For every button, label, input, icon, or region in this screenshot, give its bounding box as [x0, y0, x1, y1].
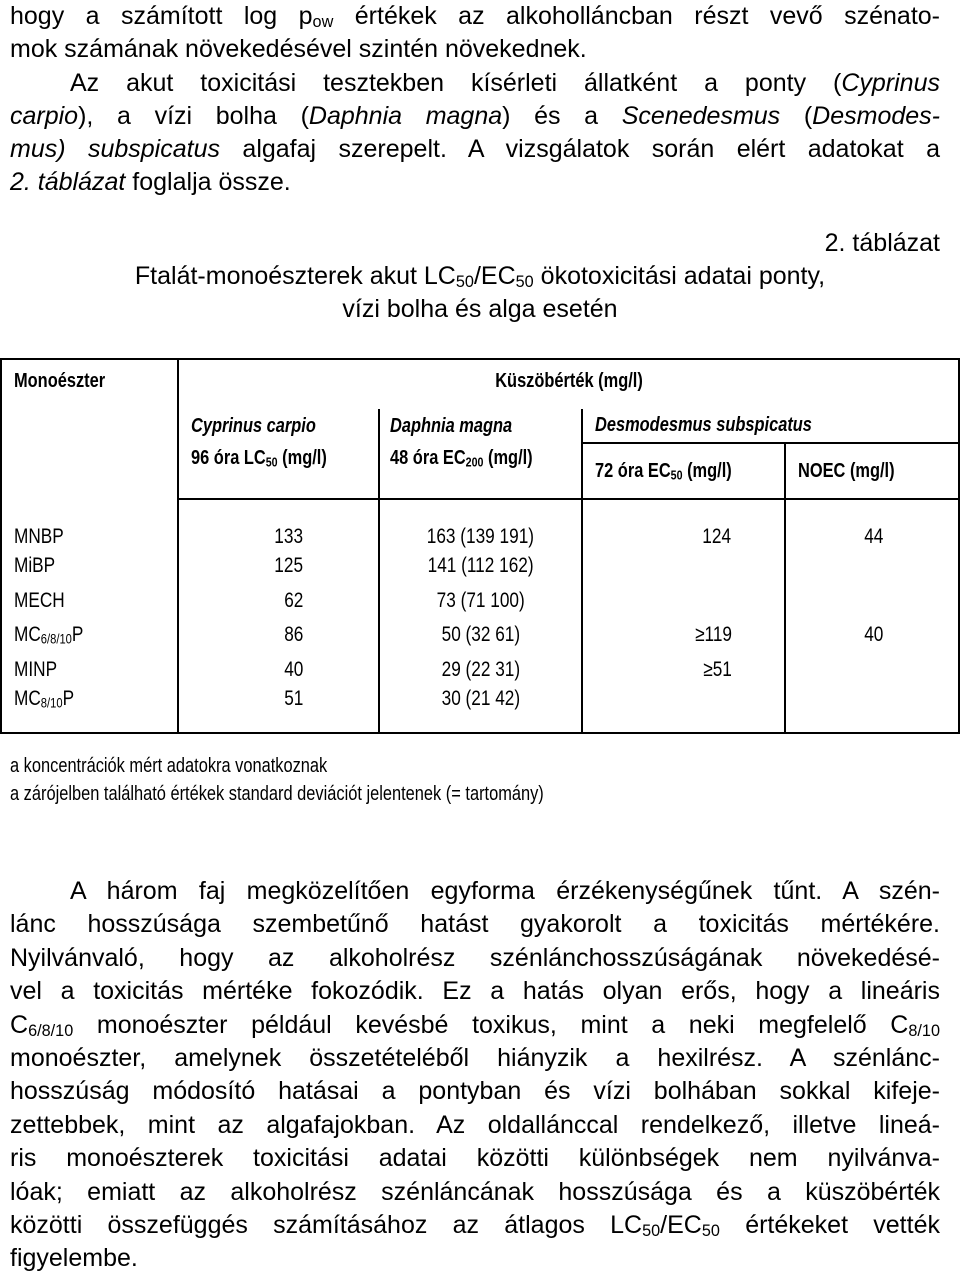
header-label: Cyprinus carpio [191, 414, 317, 437]
table-row [1, 618, 959, 653]
note-text: a zárójelben található értékek standard deviációt jelentenek (= tartomány) [10, 783, 544, 805]
unit-header [582, 443, 785, 499]
alga-ec50-value [582, 653, 785, 688]
monoester-name [1, 687, 178, 733]
subscript: 8/10 [908, 1021, 940, 1040]
carp-lc50-value [178, 499, 379, 549]
alga-noec-value [785, 584, 959, 619]
cell-value: 86 [283, 623, 304, 647]
species-name: Desmodes- [812, 101, 940, 130]
table-row [1, 653, 959, 688]
text: MiBP [14, 554, 56, 578]
species-name: Scenedesmus [621, 101, 781, 130]
alga-noec-value [785, 653, 959, 688]
cell-value: 133 [274, 525, 304, 548]
monoester-label [14, 525, 64, 549]
header-label [390, 447, 533, 470]
intro-line [10, 67, 940, 100]
intro-line [10, 100, 940, 133]
text: ) és a [502, 101, 622, 130]
table-row [1, 549, 959, 584]
text: monoészter például kevésbé toxikus, mint a neki megfelelő C [73, 1010, 909, 1039]
header-label [595, 460, 732, 483]
body-line: figyelembe. [10, 1244, 138, 1273]
alga-ec50-value [582, 549, 785, 584]
column-header-threshold [178, 359, 959, 409]
intro-line [10, 166, 940, 199]
subscript: 50 [670, 466, 683, 482]
text: ökotoxicitási adatai ponty, [533, 262, 826, 290]
cell-value: 40 [863, 623, 883, 647]
alga-noec-value [785, 549, 959, 584]
text: C [10, 1010, 29, 1039]
monoester-name [1, 549, 178, 584]
alga-ec50-value [582, 584, 785, 619]
table-caption [0, 260, 960, 326]
cell-value: 73 (71 100) [436, 588, 525, 612]
text: foglalja össze. [125, 168, 291, 197]
species-name: mus) subspicatus [10, 135, 220, 164]
text: ( [780, 101, 813, 130]
body-line: A három faj megközelítően egyforma érzékenységűnek tűnt. A szén- [70, 877, 940, 905]
monoester-name [1, 499, 178, 549]
text: MECH [14, 588, 65, 612]
cell-value: 62 [283, 588, 304, 612]
header-label: NOEC (mg/l) [797, 459, 895, 482]
text: 72 óra EC [594, 459, 671, 482]
text: közötti összefüggés számításához az átlagos LC [10, 1211, 643, 1240]
cell-value: ≥51 [702, 657, 732, 681]
text: MNBP [14, 525, 64, 548]
table-header-row [1, 359, 959, 409]
text: értékeket vették [719, 1211, 940, 1240]
table-row [1, 687, 959, 733]
unit-header [785, 443, 959, 499]
monoester-label [14, 554, 55, 578]
text: (mg/l) [277, 447, 328, 469]
species-name: Cyprinus [841, 68, 940, 97]
text: P [62, 687, 75, 710]
monoester-name [1, 584, 178, 619]
body-line: lóak; emiatt az alkoholrész szénláncának hosszúsága és a küszöbérték [10, 1177, 940, 1206]
daphnia-ec200-value [379, 618, 582, 653]
subscript: 6/8/10 [28, 1021, 74, 1040]
alga-ec50-value [582, 618, 785, 653]
text: ), a vízi bolha ( [78, 101, 309, 130]
carp-lc50-value [178, 653, 379, 688]
cell-value: 51 [283, 687, 304, 710]
text: /EC [660, 1211, 702, 1240]
carp-lc50-value [178, 549, 379, 584]
text: algafaj szerepelt. A vizsgálatok során elért adatokat a [220, 135, 940, 164]
alga-ec50-value [582, 499, 785, 549]
cell-value: ≥119 [694, 623, 732, 647]
daphnia-ec200-value [379, 687, 582, 733]
cell-value: 124 [702, 525, 732, 548]
subscript: ow [312, 12, 334, 31]
carp-lc50-value [178, 584, 379, 619]
table-note [10, 780, 661, 808]
unit-header [379, 443, 582, 499]
toxicity-table [0, 358, 960, 734]
note-text: a koncentrációk mért adatokra vonatkoznak [10, 755, 328, 777]
cell-value: 44 [863, 525, 883, 548]
table-number: 2. táblázat [824, 229, 940, 257]
table-row [1, 499, 959, 549]
monoester-label [14, 687, 74, 711]
cell-value: 29 (22 31) [441, 657, 520, 681]
subscript: 50 [642, 1221, 661, 1240]
subscript: 50 [515, 272, 534, 291]
caption-line: vízi bolha és alga esetén [342, 295, 618, 323]
species-name: carpio [10, 101, 79, 130]
body-line [10, 1209, 940, 1242]
body-paragraph [10, 875, 940, 1276]
alga-noec-value [785, 618, 959, 653]
text: értékek az alkoholláncban részt vevő szénato- [333, 2, 940, 30]
intro-line [10, 133, 940, 166]
cell-value: 30 (21 42) [441, 687, 520, 710]
daphnia-ec200-value [379, 584, 582, 619]
table-row [1, 584, 959, 619]
subscript: 50 [266, 454, 278, 470]
monoester-label [14, 623, 83, 647]
subscript: 200 [465, 454, 484, 470]
cell-value: 163 (139 191) [426, 525, 535, 548]
species-header [379, 409, 582, 443]
body-line: Nyilvánvaló, hogy az alkoholrész szénlánchosszúságának növekedésé- [10, 943, 940, 972]
text: P [71, 623, 84, 647]
body-line: vel a toxicitás mértéke fokozódik. Ez a hatás olyan erős, hogy a lineáris [10, 977, 940, 1006]
text: MC [14, 623, 41, 647]
table-note [10, 752, 397, 780]
species-name: Daphnia magna [308, 101, 503, 130]
subscript: 50 [701, 1221, 720, 1240]
body-line: hosszúság módosító hatásai a pontyban és vízi bolhában sokkal kifeje- [10, 1077, 940, 1106]
body-line: monoészter, amelynek összetételéből hiányzik a hexilrész. A szénlánc- [10, 1044, 940, 1073]
species-header [178, 409, 379, 443]
monoester-name [1, 618, 178, 653]
species-header [582, 409, 959, 443]
intro-paragraph [10, 0, 940, 200]
body-line: ris monoészterek toxicitási adatai közötti különbségek nem nyilvánva- [10, 1144, 940, 1173]
table-reference: 2. táblázat [10, 168, 126, 197]
text: Ftalát-monoészterek akut LC [134, 262, 456, 290]
unit-header [178, 443, 379, 499]
subscript: 8/10 [40, 695, 63, 711]
header-label: Daphnia magna [390, 414, 513, 437]
alga-ec50-value [582, 687, 785, 733]
table-body [1, 499, 959, 733]
carp-lc50-value [178, 687, 379, 733]
text: (mg/l) [682, 459, 732, 482]
header-label: Monoészter [14, 370, 106, 392]
daphnia-ec200-value [379, 499, 582, 549]
daphnia-ec200-value [379, 653, 582, 688]
text: (mg/l) [483, 447, 533, 469]
carp-lc50-value [178, 618, 379, 653]
subscript: 50 [455, 272, 474, 291]
daphnia-ec200-value [379, 549, 582, 584]
cell-value: 141 (112 162) [427, 554, 534, 578]
text: /EC [473, 262, 516, 290]
body-line [10, 1009, 940, 1042]
cell-value: 50 (32 61) [441, 623, 520, 647]
header-label [191, 447, 327, 470]
header-label: Küszöbérték (mg/l) [494, 370, 643, 392]
monoester-name [1, 653, 178, 688]
text: hogy a számított log p [10, 2, 313, 30]
intro-line: mok számának növekedésével szintén növekednek. [10, 35, 587, 64]
text: 96 óra LC [191, 447, 267, 469]
column-header-monoester [1, 359, 178, 499]
subscript: 6/8/10 [40, 631, 72, 647]
header-label: Desmodesmus subspicatus [594, 414, 812, 436]
text: MINP [14, 657, 58, 681]
intro-line [10, 0, 940, 33]
body-line: zettebbek, mint az algafajokban. Az oldallánccal rendelkező, illetve lineá- [10, 1110, 940, 1139]
monoester-label [14, 658, 57, 682]
alga-noec-value [785, 687, 959, 733]
text: MC [14, 687, 41, 710]
text: Az akut toxicitási tesztekben kísérleti állatként a ponty ( [70, 68, 842, 97]
alga-noec-value [785, 499, 959, 549]
monoester-label [14, 589, 65, 613]
text: 48 óra EC [390, 447, 466, 469]
body-line: lánc hosszúsága szembetűnő hatást gyakorolt a toxicitás mértékére. [10, 910, 940, 939]
caption-line [0, 260, 960, 293]
cell-value: 40 [283, 657, 304, 681]
cell-value: 125 [274, 554, 304, 578]
